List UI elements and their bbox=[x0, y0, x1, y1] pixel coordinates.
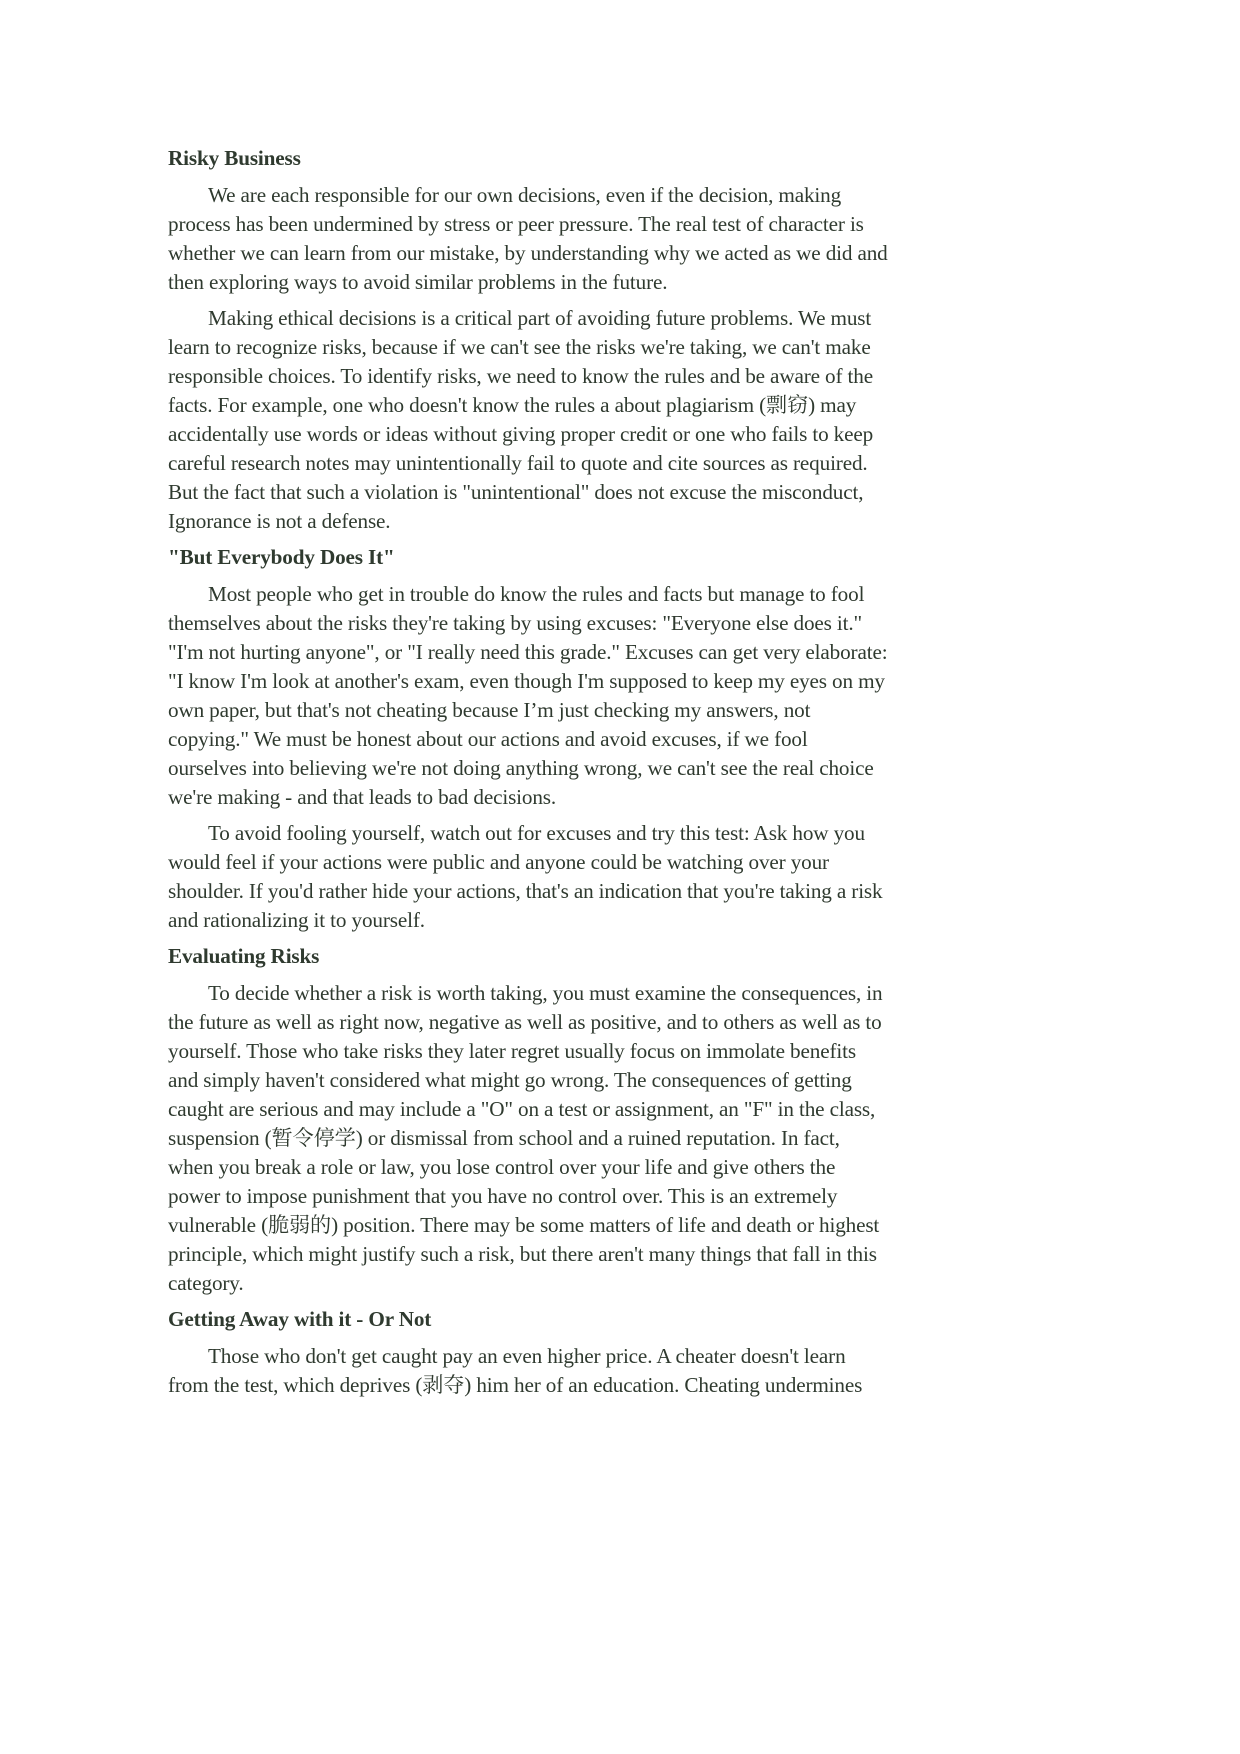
paragraph bbox=[168, 580, 1050, 812]
text-line: We are each responsible for our own decisions, even if the decision, making bbox=[208, 183, 842, 207]
text-line: power to impose punishment that you have no control over. This is an extremely bbox=[168, 1184, 838, 1208]
section-getting-away-with-it bbox=[168, 1305, 1050, 1400]
paragraph bbox=[168, 304, 1050, 536]
text-line: category. bbox=[168, 1271, 244, 1295]
text-line: then exploring ways to avoid similar problems in the future. bbox=[168, 270, 668, 294]
text-line: themselves about the risks they're taking by using excuses: "Everyone else does it." bbox=[168, 611, 863, 635]
text-line: would feel if your actions were public and anyone could be watching over your bbox=[168, 850, 829, 874]
text-line: careful research notes may unintentionally fail to quote and cite sources as required. bbox=[168, 451, 868, 475]
text-line: But the fact that such a violation is "unintentional" does not excuse the misconduct, bbox=[168, 480, 864, 504]
text-line: principle, which might justify such a risk, but there aren't many things that fall in this bbox=[168, 1242, 877, 1266]
document-page bbox=[168, 144, 1050, 1407]
paragraph bbox=[168, 979, 1050, 1298]
text-line: from the test, which deprives (剥夺) him her of an education. Cheating undermines bbox=[168, 1373, 863, 1397]
section-heading: Getting Away with it - Or Not bbox=[168, 1307, 432, 1331]
text-line: whether we can learn from our mistake, by understanding why we acted as we did and bbox=[168, 241, 888, 265]
text-line: yourself. Those who take risks they later regret usually focus on immolate benefits bbox=[168, 1039, 856, 1063]
text-line: vulnerable (脆弱的) position. There may be some matters of life and death or highest bbox=[168, 1213, 880, 1237]
text-line: accidentally use words or ideas without giving proper credit or one who fails to keep bbox=[168, 422, 874, 446]
section-evaluating-risks bbox=[168, 942, 1050, 1298]
text-line: "I'm not hurting anyone", or "I really need this grade." Excuses can get very elaborate: bbox=[168, 640, 888, 664]
text-line: the future as well as right now, negative as well as positive, and to others as well as to bbox=[168, 1010, 882, 1034]
text-line: ourselves into believing we're not doing anything wrong, we can't see the real choice bbox=[168, 756, 874, 780]
text-line: we're making - and that leads to bad decisions. bbox=[168, 785, 557, 809]
text-line: Making ethical decisions is a critical part of avoiding future problems. We must bbox=[208, 306, 872, 330]
text-line: and simply haven't considered what might go wrong. The consequences of getting bbox=[168, 1068, 852, 1092]
section-risky-business bbox=[168, 144, 1050, 536]
text-line: shoulder. If you'd rather hide your actions, that's an indication that you're taking a risk bbox=[168, 879, 883, 903]
text-line: and rationalizing it to yourself. bbox=[168, 908, 425, 932]
text-line: when you break a role or law, you lose control over your life and give others the bbox=[168, 1155, 836, 1179]
section-heading: "But Everybody Does It" bbox=[168, 545, 395, 569]
text-line: To decide whether a risk is worth taking, you must examine the consequences, in bbox=[208, 981, 883, 1005]
section-heading: Risky Business bbox=[168, 146, 301, 170]
text-line: Most people who get in trouble do know the rules and facts but manage to fool bbox=[208, 582, 865, 606]
text-line: "I know I'm look at another's exam, even though I'm supposed to keep my eyes on my bbox=[168, 669, 885, 693]
text-line: responsible choices. To identify risks, we need to know the rules and be aware of the bbox=[168, 364, 873, 388]
text-line: own paper, but that's not cheating because I’m just checking my answers, not bbox=[168, 698, 811, 722]
text-line: Ignorance is not a defense. bbox=[168, 509, 391, 533]
section-heading: Evaluating Risks bbox=[168, 944, 320, 968]
text-line: copying." We must be honest about our actions and avoid excuses, if we fool bbox=[168, 727, 808, 751]
text-line: Those who don't get caught pay an even higher price. A cheater doesn't learn bbox=[208, 1344, 846, 1368]
text-line: process has been undermined by stress or peer pressure. The real test of character is bbox=[168, 212, 864, 236]
text-line: To avoid fooling yourself, watch out for excuses and try this test: Ask how you bbox=[208, 821, 865, 845]
text-line: suspension (暂令停学) or dismissal from school and a ruined reputation. In fact, bbox=[168, 1126, 840, 1150]
text-line: caught are serious and may include a "O" on a test or assignment, an "F" in the class, bbox=[168, 1097, 876, 1121]
text-line: facts. For example, one who doesn't know the rules a about plagiarism (剽窃) may bbox=[168, 393, 857, 417]
text-line: learn to recognize risks, because if we can't see the risks we're taking, we can't make bbox=[168, 335, 871, 359]
paragraph bbox=[168, 181, 1050, 297]
paragraph bbox=[168, 1342, 1050, 1400]
paragraph bbox=[168, 819, 1050, 935]
section-but-everybody-does-it bbox=[168, 543, 1050, 935]
